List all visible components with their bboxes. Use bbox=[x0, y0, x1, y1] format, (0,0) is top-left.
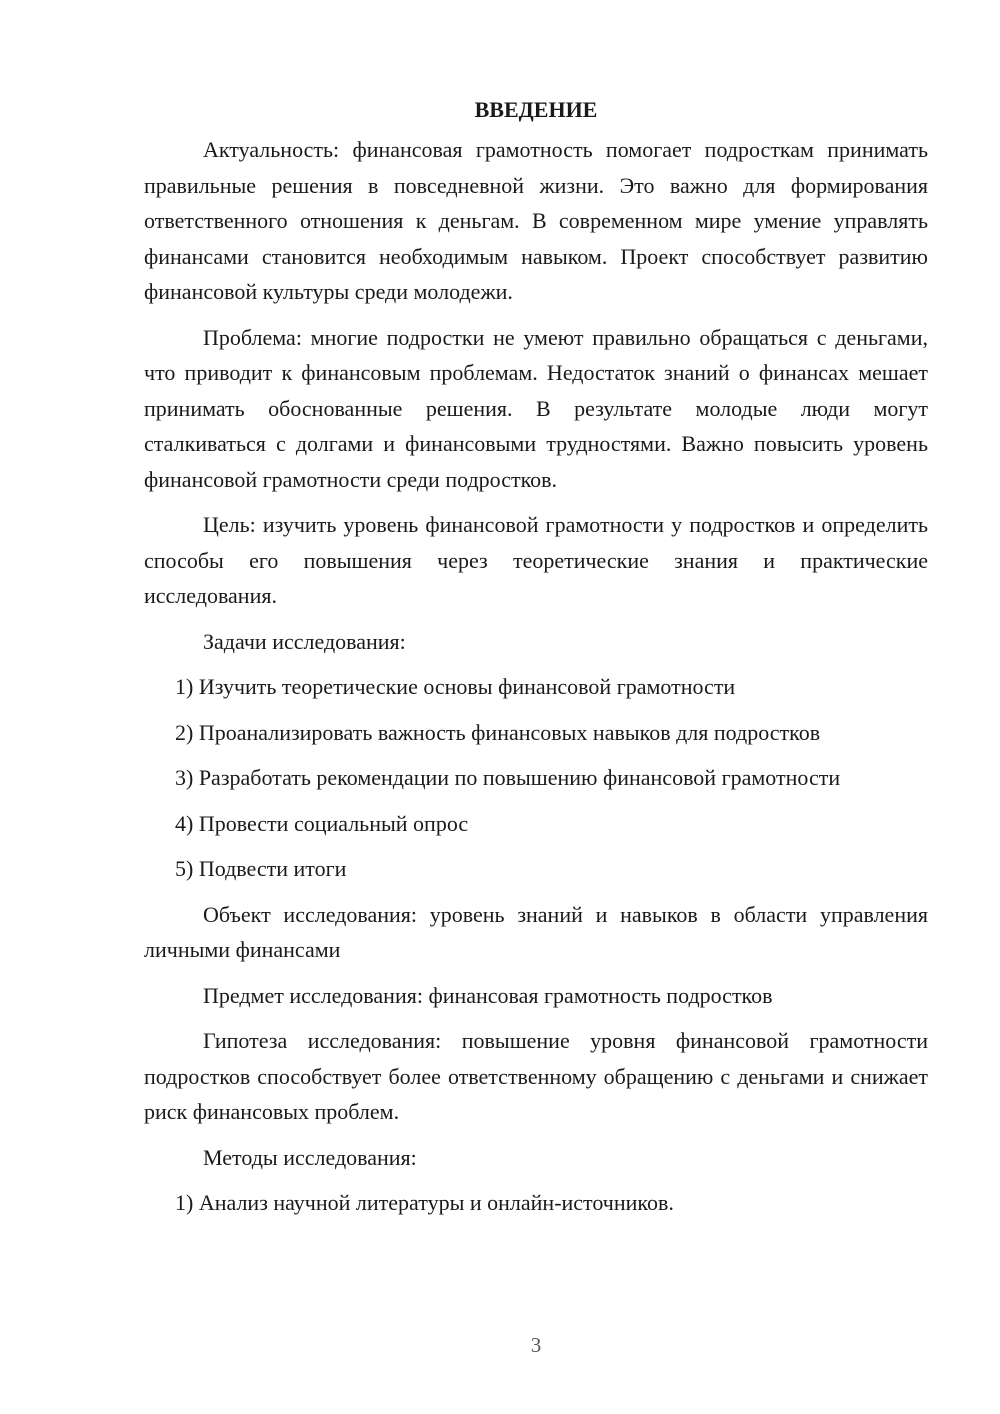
list-item-task-1: 1) Изучить теоретические основы финансовой грамотности bbox=[175, 674, 736, 699]
list-item-task-3: 3) Разработать рекомендации по повышению финансовой грамотности bbox=[175, 765, 841, 790]
paragraph-tasks-heading: Задачи исследования: bbox=[203, 628, 406, 654]
page-number: 3 bbox=[530, 1333, 542, 1357]
paragraph-problem: Проблема: многие подростки не умеют правильно обращаться с деньгами, что приводит к финансовым проблемам. Недостаток знаний о финансах мешает принимать обоснованные решения. В результате молодые люди могут сталкиваться с долгами и финансовыми трудностями. Важно повысить уровень финансовой грамотности среди подростков. bbox=[144, 324, 928, 492]
list-item-task-5: 5) Подвести итоги bbox=[175, 856, 347, 881]
list-item-task-2: 2) Проанализировать важность финансовых навыков для подростков bbox=[175, 719, 821, 745]
paragraph-subject: Предмет исследования: финансовая грамотность подростков bbox=[203, 982, 773, 1008]
paragraph-relevance: Актуальность: финансовая грамотность помогает подросткам принимать правильные решения в повседневной жизни. Это важно для формирования ответственного отношения к деньгам. В современном мире умение управлять финансами становится необходимым навыком. Проект способствует развитию финансовой культуры среди молодежи. bbox=[144, 137, 928, 304]
list-item-method-1: 1) Анализ научной литературы и онлайн-источников. bbox=[175, 1190, 674, 1215]
paragraph-methods-heading: Методы исследования: bbox=[203, 1144, 417, 1170]
list-item-task-4: 4) Провести социальный опрос bbox=[175, 810, 469, 836]
document-page bbox=[144, 92, 928, 1221]
paragraph-object: Объект исследования: уровень знаний и навыков в области управления личными финансами bbox=[144, 901, 928, 962]
paragraph-goal: Цель: изучить уровень финансовой грамотности у подростков и определить способы его повышения через теоретические знания и практические исследования. bbox=[144, 512, 928, 608]
paragraph-hypothesis: Гипотеза исследования: повышение уровня финансовой грамотности подростков способствует более ответственному обращению с деньгами и снижает риск финансовых проблем. bbox=[144, 1028, 928, 1124]
section-heading: ВВЕДЕНИЕ bbox=[474, 97, 598, 122]
